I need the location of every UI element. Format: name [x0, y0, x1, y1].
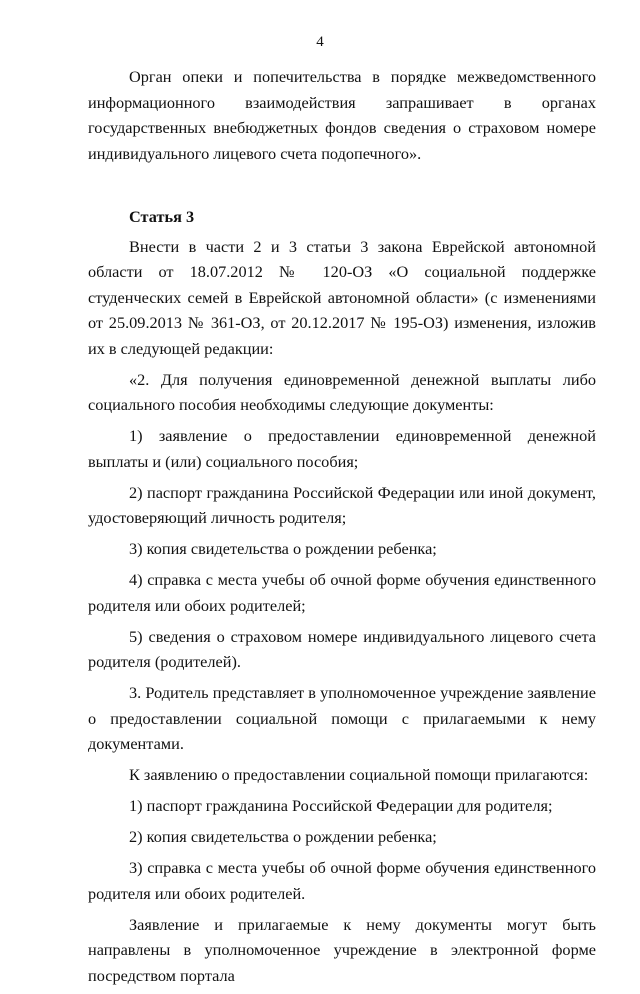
list-item: 5) сведения о страховом номере индивидуального лицевого счета родителя (родителей).	[88, 626, 596, 671]
intro-paragraph: Орган опеки и попечительства в порядке межведомственного информационного взаимодействия запрашивает в органах государственных внебюджетных фондов сведения о страховом номере индивидуального лицевого счета подопечного».	[88, 67, 596, 163]
list-item: 1) паспорт гражданина Российской Федерации для родителя;	[129, 796, 553, 815]
article-paragraph: Внести в части 2 и 3 статьи 3 закона Еврейской автономной области от 18.07.2012 № 120-ОЗ «О социальной поддержке студенческих семей в Еврейской автономной области» (с изменениями от 25.09.2013 № 361-ОЗ, от 20.12.2017 № 195-ОЗ) изменения, изложив их в следующей редакции:	[88, 236, 596, 358]
list-item: 3) справка с места учебы об очной форме обучения единственного родителя или обоих родителей.	[88, 858, 596, 903]
article-paragraph: Заявление и прилагаемые к нему документы могут быть направлены в уполномоченное учреждение в электронной форме посредством портала	[88, 914, 596, 985]
page-number: 4	[316, 34, 324, 50]
list-item: 2) копия свидетельства о рождении ребенка;	[129, 827, 437, 846]
article-paragraph: К заявлению о предоставлении социальной помощи прилагаются:	[129, 765, 589, 784]
article-paragraph: 3. Родитель представляет в уполномоченное учреждение заявление о предоставлении социальной помощи с прилагаемыми к нему документами.	[88, 683, 596, 753]
document-body	[88, 64, 596, 994]
list-item: 4) справка с места учебы об очной форме обучения единственного родителя или обоих родителей;	[88, 570, 596, 615]
list-item: 2) паспорт гражданина Российской Федерации или иной документ, удостоверяющий личность родителя;	[88, 482, 596, 527]
list-item: 3) копия свидетельства о рождении ребенка;	[129, 539, 437, 558]
article-paragraph: «2. Для получения единовременной денежной выплаты либо социального пособия необходимы следующие документы:	[88, 369, 596, 414]
list-item: 1) заявление о предоставлении единовременной денежной выплаты и (или) социального пособия;	[88, 426, 596, 471]
article-heading: Статья 3	[129, 207, 195, 226]
